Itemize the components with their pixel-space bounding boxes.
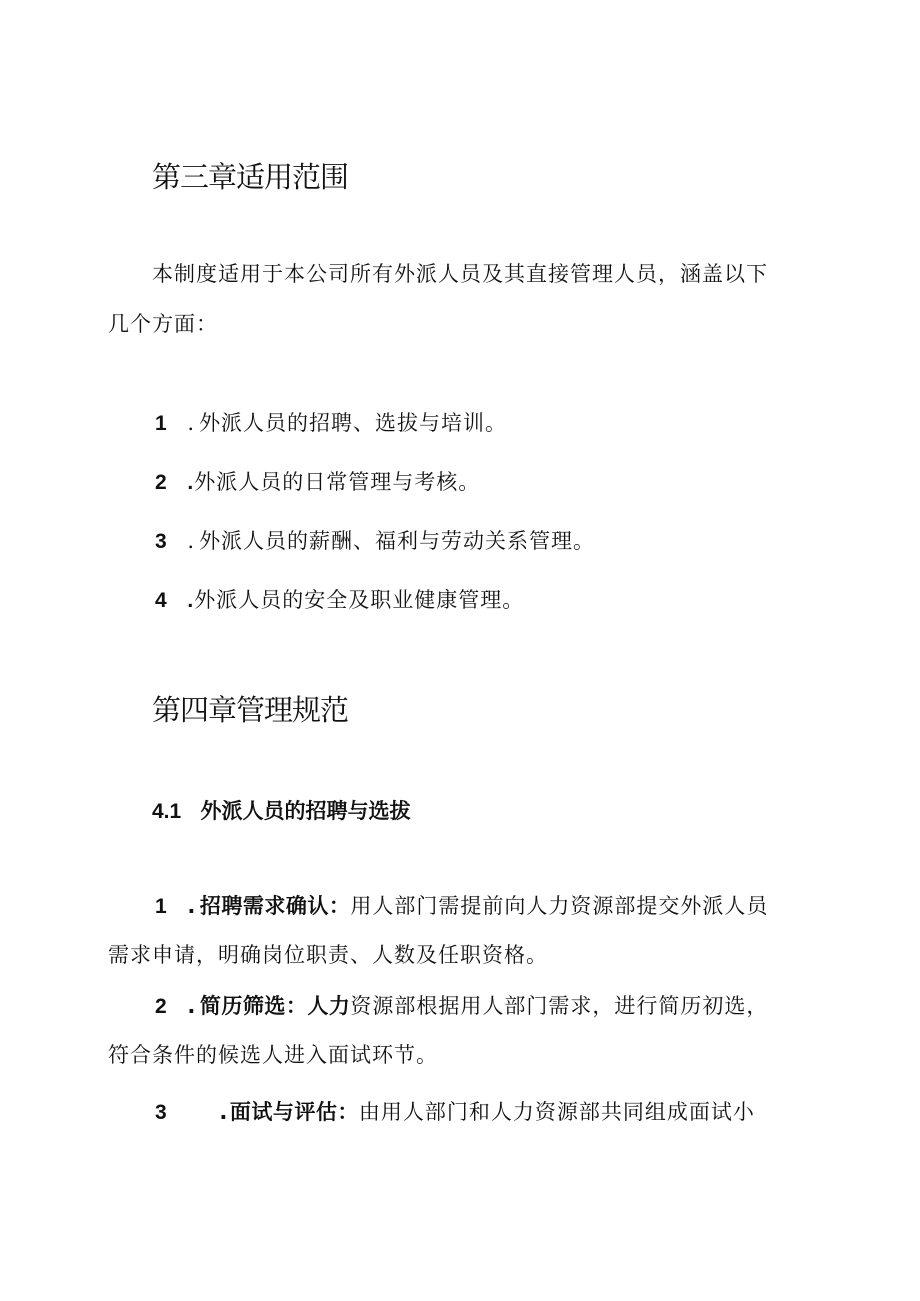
list-item-number: 1 xyxy=(155,895,168,918)
list-item-term: 简历筛选： xyxy=(199,994,308,1018)
section-4-1-heading xyxy=(152,795,411,825)
list-item-term-extra: 人力 xyxy=(307,994,351,1018)
list-item-term: 招聘需求确认： xyxy=(199,894,351,918)
list-item xyxy=(155,525,595,555)
list-item-text: 外派人员的薪酬、福利与劳动关系管理。 xyxy=(199,529,596,553)
list-item xyxy=(155,466,480,496)
list-item-text: 外派人员的招聘、选拔与培训。 xyxy=(199,411,508,435)
list-item-separator: . xyxy=(187,894,196,918)
list-item-separator: . xyxy=(187,529,196,553)
list-item xyxy=(155,890,768,920)
list-item-separator: . xyxy=(187,589,195,612)
list-item-continuation: 需求申请，明确岗位职责、人数及任职资格。 xyxy=(108,943,548,967)
list-item-separator: . xyxy=(187,471,195,494)
list-item-text: 外派人员的安全及职业健康管理。 xyxy=(194,588,525,612)
list-item-number: 4 xyxy=(155,589,168,612)
section-title: 外派人员的招聘与选拔 xyxy=(200,799,411,823)
section-number: 4.1 xyxy=(152,800,182,823)
chapter-3-intro-line1: 本制度适用于本公司所有外派人员及其直接管理人员，涵盖以下 xyxy=(152,262,768,286)
list-item-text: 用人部门需提前向人力资源部提交外派人员 xyxy=(350,894,769,918)
list-item-number: 1 xyxy=(155,412,168,435)
list-item xyxy=(155,1096,755,1126)
chapter-3-title: 第三章适用范围 xyxy=(152,160,349,194)
list-item-number: 2 xyxy=(155,995,168,1018)
list-item-separator: . xyxy=(219,1100,228,1124)
list-item-separator: . xyxy=(187,411,196,435)
list-item-term: 面试与评估： xyxy=(229,1100,359,1124)
chapter-3-intro-line2: 几个方面： xyxy=(108,312,218,336)
list-item-text: 外派人员的日常管理与考核。 xyxy=(194,470,481,494)
list-item xyxy=(155,990,768,1020)
list-item-number: 2 xyxy=(155,471,168,494)
list-item-text: 由用人部门和人力资源部共同组成面试小 xyxy=(358,1100,755,1124)
list-item-text: 资源部根据用人部门需求，进行简历初选， xyxy=(350,994,769,1018)
list-item xyxy=(155,407,507,437)
list-item-number: 3 xyxy=(155,1101,168,1124)
list-item xyxy=(155,584,524,614)
list-item-separator: . xyxy=(187,994,196,1018)
list-item-continuation: 符合条件的候选人进入面试环节。 xyxy=(108,1043,438,1067)
list-item-number: 3 xyxy=(155,530,168,553)
chapter-4-title: 第四章管理规范 xyxy=(152,693,349,727)
